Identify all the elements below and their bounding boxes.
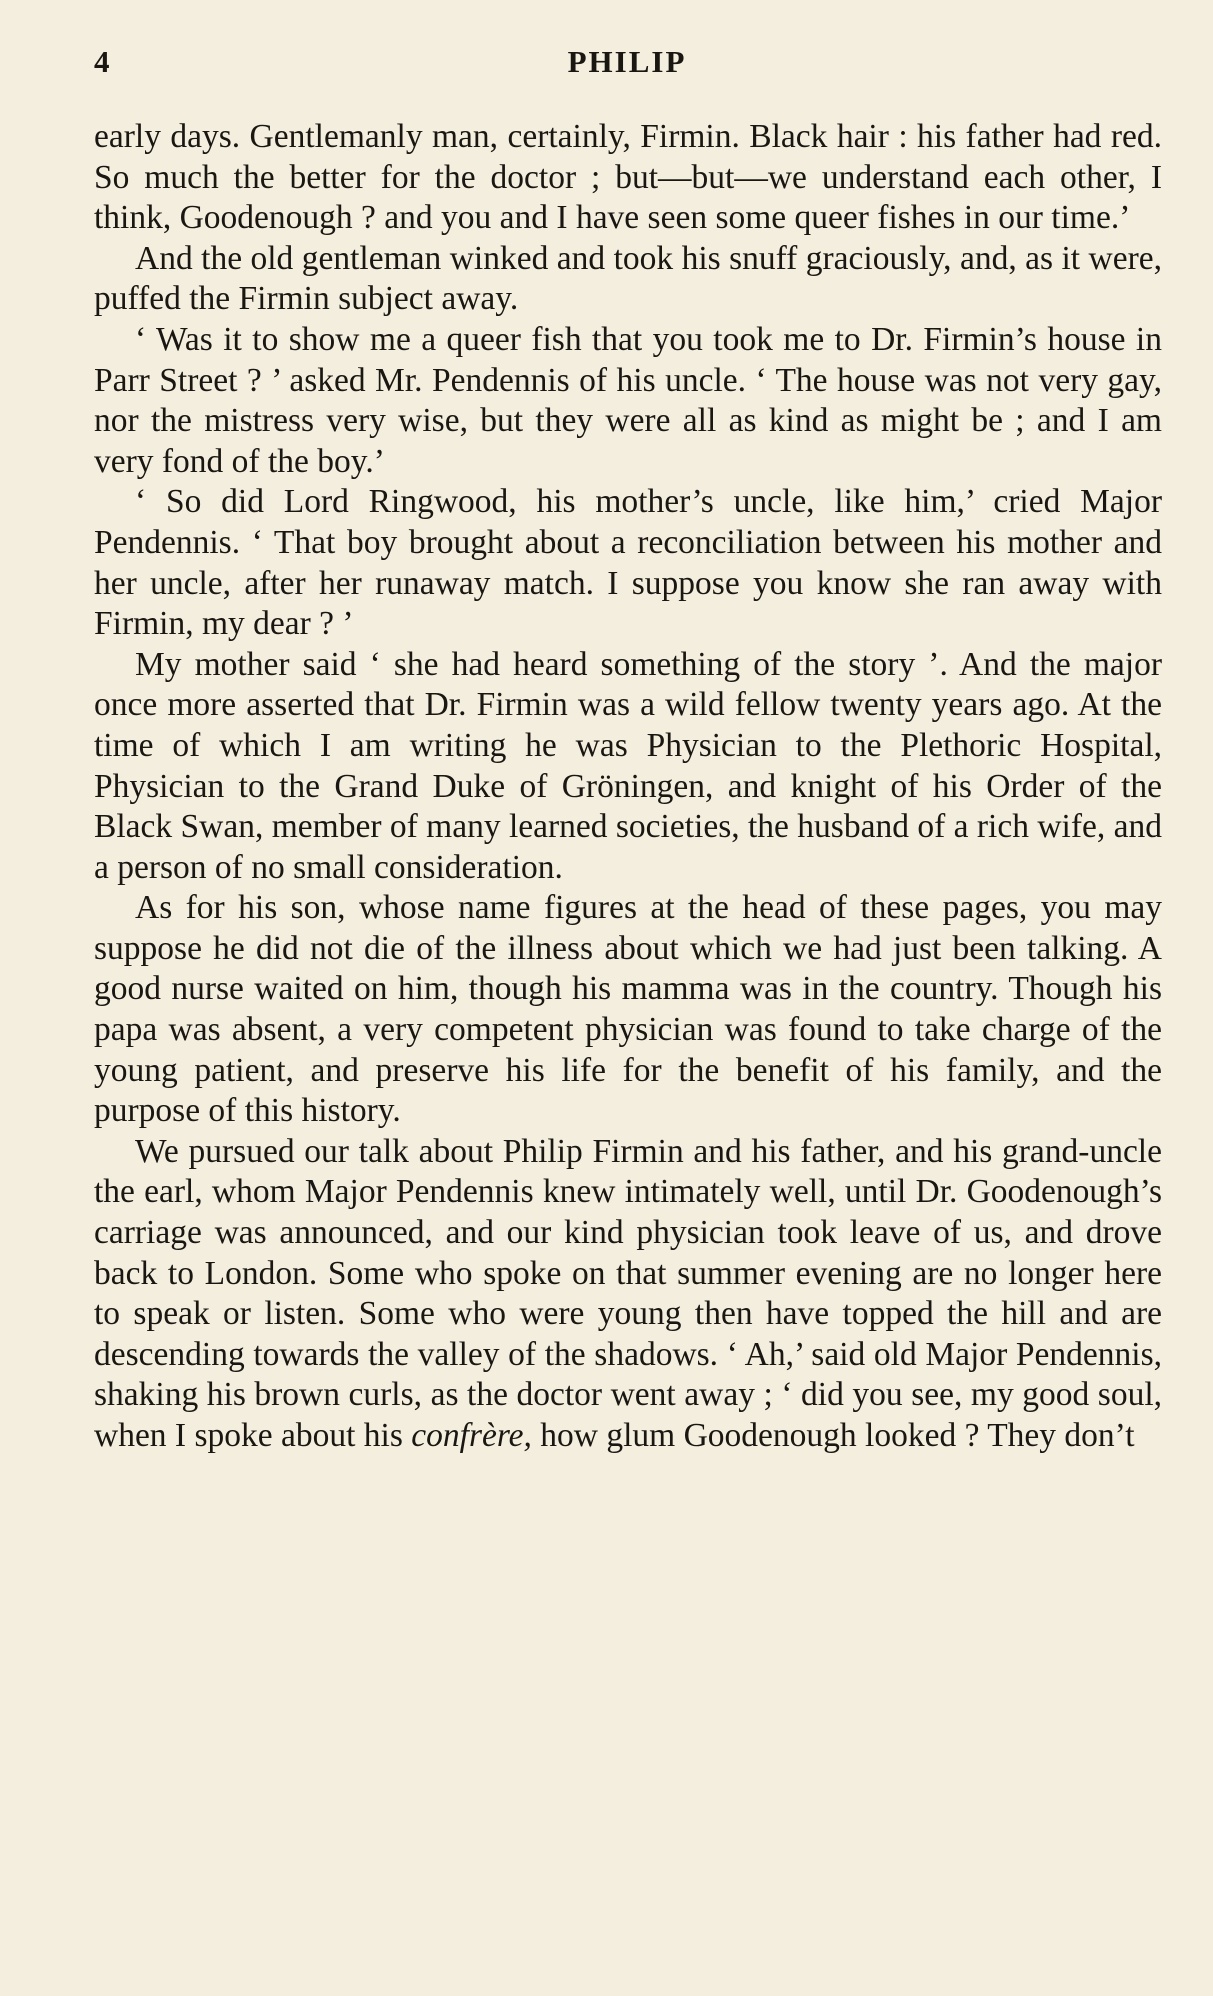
- paragraph: ‘ Was it to show me a queer fish that you took me to Dr. Firmin’s house in Parr Street ? ’ asked Mr. Pendennis of his uncle. ‘ The house was not very gay, nor the mistress very wise, but they were all as kind as might be ; and I am very fond of the boy.’: [94, 320, 1162, 480]
- paragraph-last: [94, 1132, 1162, 1457]
- paragraph: My mother said ‘ she had heard something of the story ’. And the major once more asserted that Dr. Firmin was a wild fellow twenty years ago. At the time of which I am writing he was Physician to the Plethoric Hospital, Physician to the Grand Duke of Gröningen, and knight of his Order of the Black Swan, member of many learned societies, the husband of a rich wife, and a person of no small consideration.: [94, 645, 1162, 886]
- paragraph-text: We pursued our talk about Philip Firmin and his father, and his grand-uncle the earl, whom Major Pendennis knew intimately well, until Dr. Goodenough’s carriage was announced, and our kind physician took leave of us, and drove back to London. Some who spoke on that summer evening are no longer here to speak or listen. Some who were young then have topped the hill and are descending towards the valley of the shadows. ‘ Ah,’ said old Major Pendennis, shaking his brown curls, as the doctor went away ; ‘ did you see, my good soul, when I spoke about his: [94, 1132, 1162, 1454]
- paragraph-continued: early days. Gentlemanly man, certainly, Firmin. Black hair : his father had red. So much the better for the doctor ; but—but—we understand each other, I think, Goodenough ? and you and I have seen some queer fishes in our time.’: [94, 118, 1162, 237]
- paragraph: ‘ So did Lord Ringwood, his mother’s uncle, like him,’ cried Major Pendennis. ‘ That boy brought about a reconciliation between his mother and her uncle, after her runaway match. I suppose you know she ran away with Firmin, my dear ? ’: [94, 483, 1162, 643]
- page-number: 4: [94, 44, 111, 79]
- paragraph: As for his son, whose name figures at the head of these pages, you may suppose he did not die of the illness about which we had just been talking. A good nurse waited on him, though his mamma was in the country. Though his papa was absent, a very competent physician was found to take charge of the young patient, and preserve his life for the benefit of his family, and the purpose of this history.: [94, 889, 1162, 1130]
- paragraph-text: how glum Goodenough looked ? They don’t: [531, 1417, 1135, 1454]
- paragraph: And the old gentleman winked and took his snuff graciously, and, as it were, puffed the Firmin subject away.: [94, 239, 1162, 318]
- body-text: [94, 117, 1162, 1457]
- italic-word: confrère,: [411, 1417, 532, 1454]
- page-header: [94, 44, 1160, 84]
- running-title: PHILIP: [567, 44, 687, 79]
